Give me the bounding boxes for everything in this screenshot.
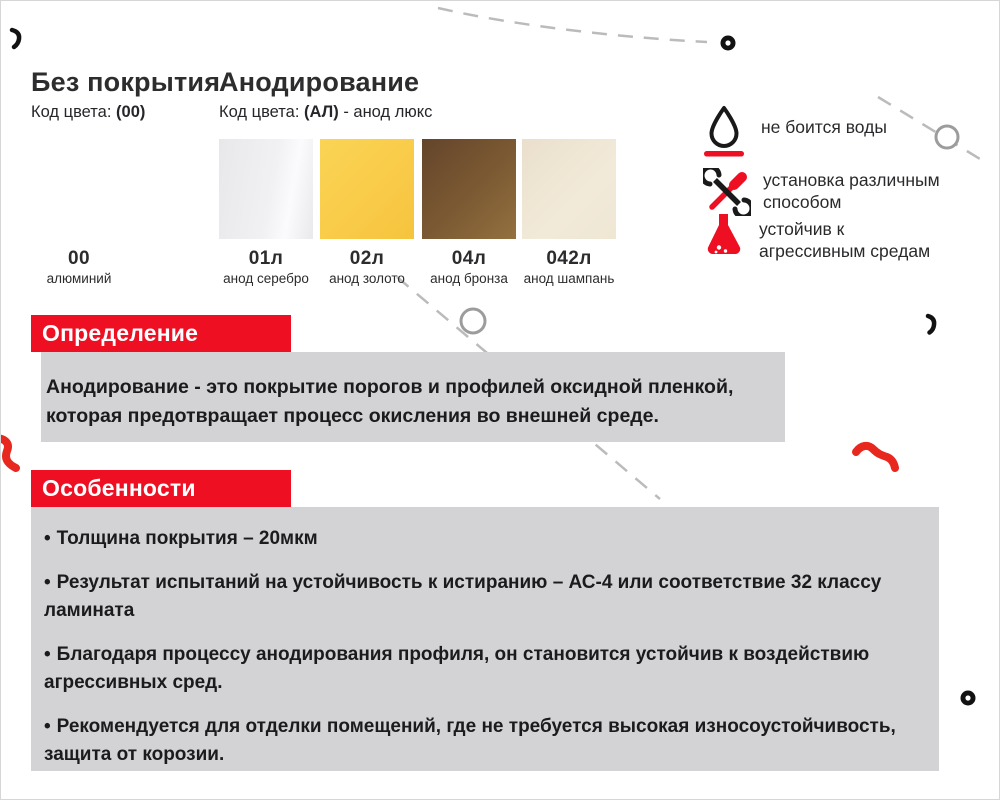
feature-text: Результат испытаний на устойчивость к истиранию – АС-4 или соответствие 32 классу ламината <box>44 572 882 621</box>
anodized-color-code <box>219 103 432 122</box>
benefit-water-resistant <box>703 104 961 158</box>
swatch-code: 04л <box>451 248 487 269</box>
code-value: (00) <box>116 103 146 121</box>
definition-panel <box>41 352 785 442</box>
definition-section-header: Определение <box>31 315 291 352</box>
swatch-code: 042л <box>546 248 592 269</box>
benefit-aggressive-media <box>703 211 944 262</box>
swatch-name: анод шампань <box>523 271 615 286</box>
benefit-text: установка различным способом <box>763 170 940 212</box>
bullet-dot: • <box>44 644 51 665</box>
swatch-name: алюминий <box>46 271 112 286</box>
anodized-title: Анодирование <box>219 67 420 97</box>
swatch-02l-gold <box>320 139 414 286</box>
flask-icon <box>703 211 745 261</box>
comma-mark-icon <box>928 316 934 333</box>
benefit-text: не боится воды <box>761 117 887 137</box>
uncoated-title: Без покрытия <box>31 67 221 97</box>
anodized-header <box>219 67 432 122</box>
feature-text: Благодаря процессу анодирования профиля, он становится устойчив к воздействию агрессивных сред. <box>44 644 870 693</box>
color-chip <box>522 139 616 239</box>
swatch-name: анод серебро <box>223 271 309 286</box>
swatch-name: анод бронза <box>430 271 508 286</box>
features-section-header: Особенности <box>31 470 291 507</box>
definition-text: Анодирование - это покрытие порогов и профилей оксидной пленкой, которая предотвращает процесс окисления во внешней среде. <box>46 376 734 427</box>
swatch-04l-bronze <box>422 139 516 286</box>
feature-item <box>44 525 919 553</box>
color-chip <box>320 139 414 239</box>
benefit-text: устойчив к агрессивным средам <box>759 219 931 261</box>
color-chip <box>219 139 313 239</box>
code-suffix: - анод люкс <box>343 103 433 121</box>
swatch-code: 02л <box>349 248 385 269</box>
feature-item <box>44 641 919 697</box>
benefit-installation <box>703 168 958 216</box>
feature-item <box>44 569 919 625</box>
features-panel <box>31 507 939 771</box>
red-scribble-icon <box>1 438 16 468</box>
uncoated-color-code <box>31 103 220 122</box>
color-chip <box>32 139 126 239</box>
tools-icon <box>703 168 751 216</box>
bullet-dot: • <box>44 572 51 593</box>
ring-marker-icon <box>461 309 485 333</box>
feature-text: Толщина покрытия – 20мкм <box>56 528 318 549</box>
code-label: Код цвета: <box>31 103 112 121</box>
color-chip <box>422 139 516 239</box>
swatch-042l-champagne <box>522 139 616 286</box>
red-scribble-icon <box>856 446 895 468</box>
swatch-00-aluminium <box>32 139 126 286</box>
bullet-dot: • <box>44 528 51 549</box>
bullet-dot: • <box>44 716 51 737</box>
feature-item <box>44 713 919 769</box>
donut-dot-icon <box>721 36 736 51</box>
swatch-01l-silver <box>219 139 313 286</box>
comma-mark-icon <box>12 30 19 47</box>
uncoated-header <box>31 67 220 122</box>
code-value: (АЛ) <box>304 103 339 121</box>
dashed-line-top <box>438 8 707 42</box>
water-drop-icon <box>703 104 745 158</box>
swatch-code: 00 <box>68 248 90 269</box>
swatch-name: анод золото <box>329 271 405 286</box>
swatch-code: 01л <box>248 248 284 269</box>
feature-text: Рекомендуется для отделки помещений, где не требуется высокая износоустойчивость, защита от корозии. <box>44 716 896 765</box>
donut-dot-icon <box>961 691 976 706</box>
code-label: Код цвета: <box>219 103 300 121</box>
